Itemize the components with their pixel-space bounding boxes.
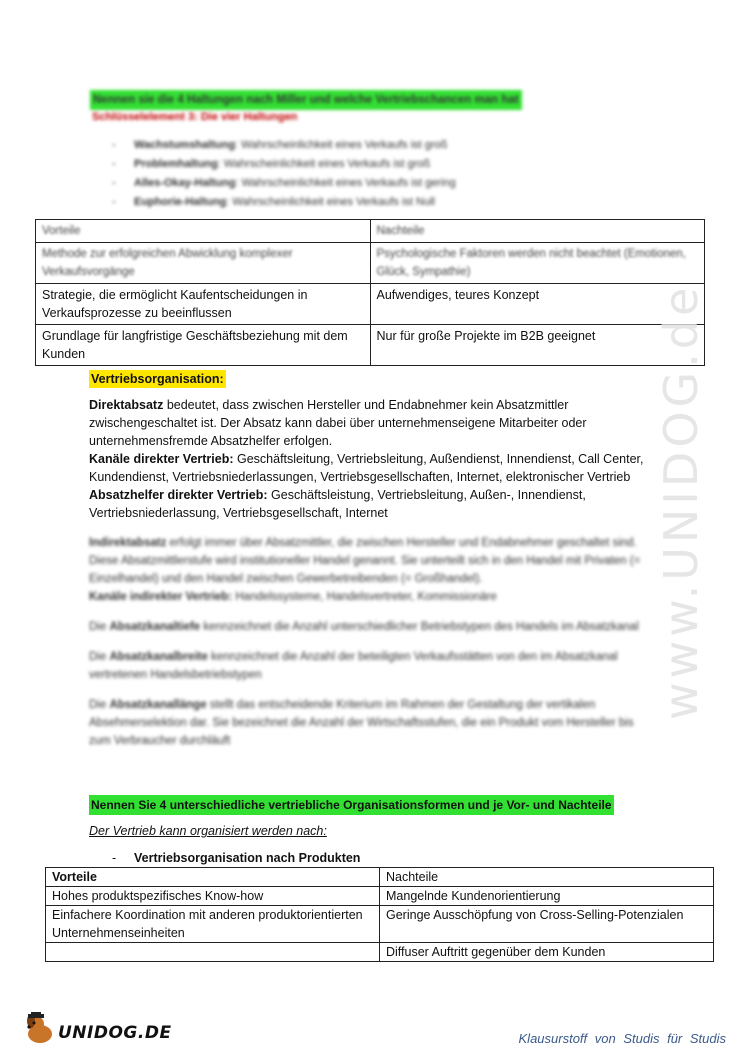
list-item: - Alles-Okay-Haltung: Wahrscheinlichkeit eines Verkaufs ist gering <box>112 177 456 189</box>
paragraph-absatzkanaltiefe: Die Absatzkanaltiefe kennzeichnet die Anzahl unterschiedlicher Betriebstypen des Handels im Absatzkanal <box>89 621 639 633</box>
vertriebsorganisation-body <box>89 396 659 522</box>
table-row <box>36 325 705 366</box>
table-cell: Hohes produktspezifisches Know-how <box>46 887 380 906</box>
table-header-cell: Vorteile <box>46 868 380 887</box>
paragraph-direktabsatz: Direktabsatz bedeutet, dass zwischen Hersteller und Endabnehmer kein Absatzmittler zwischengeschaltet ist. Der Absatz kann dabei über unternehmenseigene Mitarbeiter oder unternehmensfremde Absatzhelfer erfolgen. <box>89 398 587 448</box>
table-header-row <box>36 220 705 243</box>
table-cell <box>46 943 380 962</box>
table-cell: Diffuser Auftritt gegenüber dem Kunden <box>380 943 714 962</box>
dog-icon <box>27 1012 52 1043</box>
table-cell: Methode zur erfolgreichen Abwicklung komplexer Verkaufsvorgänge <box>36 243 371 284</box>
attitudes-list <box>112 136 456 212</box>
paragraph-absatzkanallaenge: Die Absatzkanallänge stellt das entscheidende Kriterium im Rahmen der Gestaltung der vertikalen Absehmerselektion dar. Sie bezeichnet die Anzahl der Wirtschaftsstufen, die ein Produkt vom Hersteller bis zum Verbraucher durchläuft <box>89 699 634 747</box>
footer-tagline: Klausurstoff von Studis für Studis <box>518 1031 726 1046</box>
table-header-cell: Nachteile <box>380 868 714 887</box>
pros-cons-table-miller <box>35 219 705 366</box>
table-header-cell: Vorteile <box>36 220 371 243</box>
list-item-produkte: - Vertriebsorganisation nach Produkten <box>112 851 361 865</box>
blurred-content <box>89 534 649 762</box>
list-item: - Problemhaltung: Wahrscheinlichkeit eines Verkaufs ist groß <box>112 158 431 170</box>
table-header-cell: Nachteile <box>370 220 705 243</box>
watermark: www.UNIDOG.de <box>654 283 708 720</box>
table-cell: Aufwendiges, teures Konzept <box>370 284 705 325</box>
table-cell: Strategie, die ermöglicht Kaufentscheidungen in Verkaufsprozesse zu beeinflussen <box>36 284 371 325</box>
subtitle-key-element: Schlüsselelement 3: Die vier Haltungen <box>92 111 298 123</box>
table-row <box>46 943 714 962</box>
paragraph-kanaele-direkt: Kanäle direkter Vertrieb: Geschäftsleitung, Vertriebsleitung, Außendienst, Innendienst, Call Center, Kundendienst, Vertriebsniederlassungen, Vertriebsgesellschaften, Internet, elektronischer Vertrieb <box>89 452 644 484</box>
table-cell: Psychologische Faktoren werden nicht beachtet (Emotionen, Glück, Sympathie) <box>370 243 705 284</box>
table-cell: Mangelnde Kundenorientierung <box>380 887 714 906</box>
logo-text: UNIDOG.DE <box>58 1023 172 1043</box>
table-cell: Geringe Ausschöpfung von Cross-Selling-Potenzialen <box>380 906 714 943</box>
list-item: - Wachstumshaltung: Wahrscheinlichkeit eines Verkaufs ist groß <box>112 139 448 151</box>
table-row <box>36 284 705 325</box>
section-title-vertriebsorganisation: Vertriebsorganisation: <box>91 372 224 386</box>
pros-cons-table-produkte <box>45 867 714 962</box>
table-row <box>36 243 705 284</box>
table-cell: Einfachere Koordination mit anderen produktorientierten Unternehmenseinheiten <box>46 906 380 943</box>
paragraph-indirektabsatz: Indirektabsatz erfolgt immer über Absatzmittler, die zwischen Hersteller und Endabnehmer geschaltet sind. Diese Absatzmittlerstufe wird institutioneller Handel genannt. Sie unterteilt sich in den Handel mit Privaten (= Einzelhandel) und den Handel zwischen Gewerbetreibenden (= Großhandel). Kanäle indirekter Vertrieb: Handelssysteme, Handelsvertreter, Kommissionäre <box>89 537 641 603</box>
list-item: - Euphorie-Haltung: Wahrscheinlichkeit eines Verkaufs ist Null <box>112 196 435 208</box>
paragraph-absatzkanalbreite: Die Absatzkanalbreite kennzeichnet die Anzahl der beteiligten Verkaufsstätten von den im Absatzkanal vertretenen Handelsbetriebstypen <box>89 651 618 681</box>
table-header-row <box>46 868 714 887</box>
table-row <box>46 906 714 943</box>
paragraph-absatzhelfer: Absatzhelfer direkter Vertrieb: Geschäftsleistung, Vertriebsleitung, Außen-, Innendienst, Vertriebsniederlassung, Vertriebsgesellschaft, Internet <box>89 488 586 520</box>
question-organisationsformen: Nennen Sie 4 unterschiedliche vertriebliche Organisationsformen und je Vor- und Nachteile <box>89 795 614 815</box>
table-cell: Nur für große Projekte im B2B geeignet <box>370 325 705 366</box>
table-row <box>46 887 714 906</box>
question-miller-attitudes: Nennen sie die 4 Haltungen nach Miller und welche Vertriebschancen man hat <box>90 90 522 110</box>
subtitle-organisiert-nach: Der Vertrieb kann organisiert werden nach: <box>89 824 327 838</box>
table-cell: Grundlage für langfristige Geschäftsbeziehung mit dem Kunden <box>36 325 371 366</box>
